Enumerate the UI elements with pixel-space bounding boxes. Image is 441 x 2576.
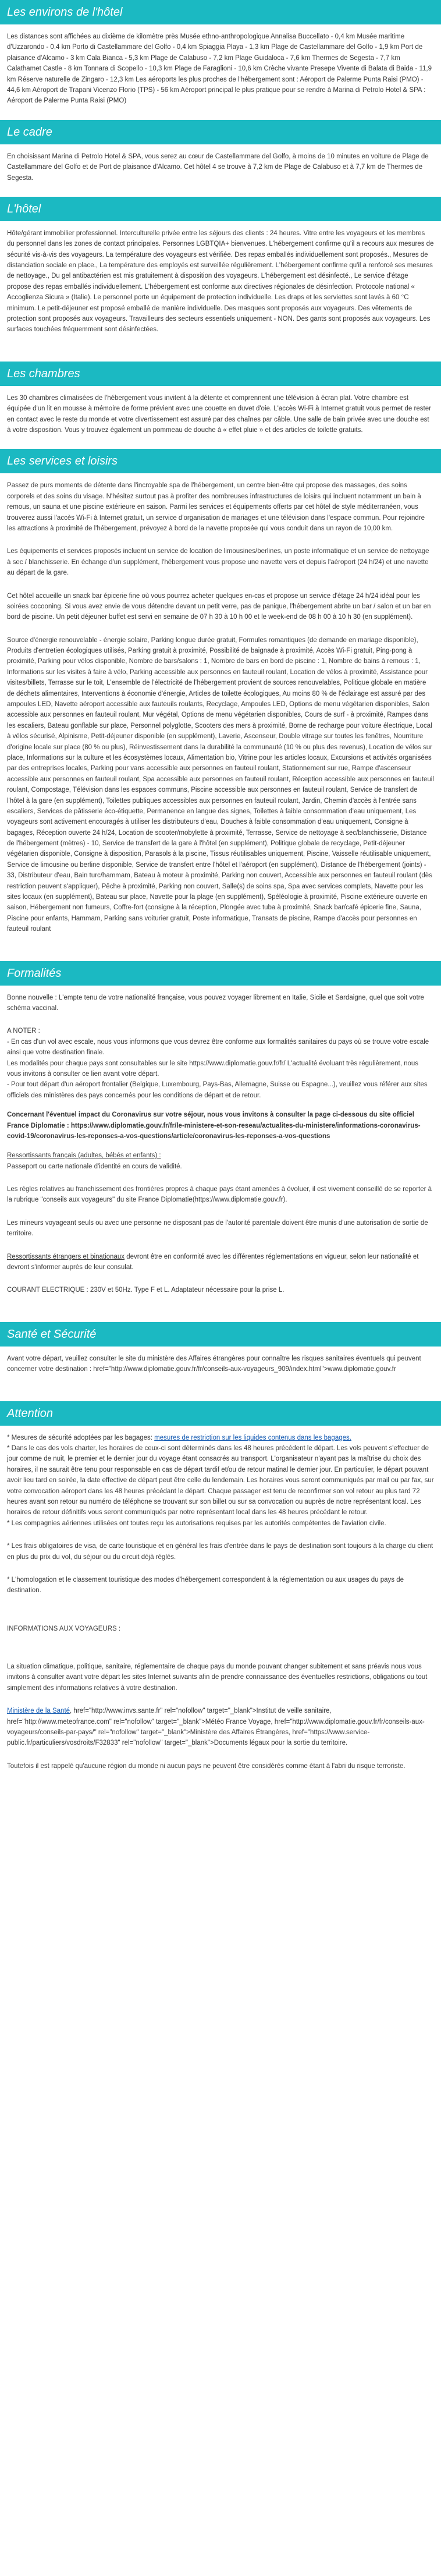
official-links (7, 1706, 434, 1749)
airlines-notice: * Les compagnies aériennes utilisées ont toutes reçu les autorisations requises par les autorités compétentes de l'aviation civile. (7, 1519, 386, 1527)
nationals-text: Passeport ou carte nationale d'identité en cours de validité. (7, 1163, 182, 1170)
section-services (0, 449, 441, 961)
section-title: Formalités (7, 966, 62, 980)
section-header (0, 1322, 441, 1347)
services-paragraph: Les équipements et services proposés incluent un service de location de limousines/berlines, un poste informatique et un service de nettoyage à sec / blanchisserie. En échange d'un supplément, l'hébergement vous propose une navette vers et depuis l'aéroport (24 h/24) et une navette au départ de la gare. (7, 548, 429, 577)
section-chambres (0, 362, 441, 449)
section-hotel (0, 197, 441, 362)
section-title: Attention (7, 1406, 53, 1420)
foreigners-title: Ressortissants étrangers et binationaux (7, 1253, 125, 1260)
section-header (0, 0, 441, 24)
section-header (0, 362, 441, 386)
charter-flights-notice: * Dans le cas des vols charter, les horaires de ceux-ci sont déterminés dans les 48 heures précédent le départ. Les vols peuvent s'effectuer de jour comme de nuit, le premier et le dernier jour du voyage étant consacrés au transport. L'organisateur n'ayant pas la maîtrise du choix des horaires, il ne saurait être tenu pour responsable en cas de départ tardif et/ou de retour matinal le dernier jour. En particulier, le départ pouvant avoir lieu tard en soirée, la date effective de départ peut être celle du lendemain. Les horaires vous seront communiqués par mail ou par fax, sur votre convocation aéroport dans les 48 heures précédant le départ. Chaque passager est tenu de reconfirmer son vol retour au plus tard 72 heures avant son retour au numéro de téléphone se trouvant sur son billet ou sur sa convocation ou auprès de notre représentant local. Les horaires de retour définitifs vous seront communiqués par notre représentant local dans les 48 heures précédant le retour. (7, 1444, 434, 1516)
section-sante (0, 1322, 441, 1401)
section-header (0, 961, 441, 986)
section-title: L'hôtel (7, 202, 41, 215)
section-header (0, 197, 441, 221)
section-header (0, 1401, 441, 1426)
section-formalites (0, 961, 441, 1322)
sante-text: Avant votre départ, veuillez consulter le site du ministère des Affaires étrangères pour connaître les risques sanitaires éventuels qui peuvent concerner votre destination : href="http://www.diplomatie.gouv.fr/fr/conseils-aux-voyageurs_909/index.html">www.diplomatie.gouv.fr (7, 1355, 421, 1373)
section-attention (0, 1401, 441, 1785)
official-links-text: , href="http://www.invs.sante.fr" rel="nofollow" target="_blank">Institut de veille sanitaire, href="http://www.meteofrance.com" rel="nofollow" target="_blank">Météo France Voyage, href="http://www.diplomatie.gouv.fr/fr/conseils-aux-voyageurs/conseils-par-pays/" rel="nofollow" target="_blank">Ministère des Affaires Étrangères, href="https://www.service-public.fr/particuliers/vosdroits/F32833" rel="nofollow" target="_blank">Documents légaux pour la sortie du territoire. (7, 1707, 425, 1747)
chambres-text: Les 30 chambres climatisées de l'hébergement vous invitent à la détente et comprennent une télévision à écran plat. Votre chambre est équipée d'un lit en mousse à mémoire de forme prévient avec une couette en duvet d'oie. L'accès Wi-Fi à Internet gratuit vous permet de rester en contact avec le reste du monde et votre divertissement est assuré par des chaînes par câble. Une salle de bain privée avec une douche est à votre disposition. Vous y trouvez également un pommeau de douche à « effet pluie » et des articles de toilette gratuits. (7, 394, 431, 434)
foreigners-text: devront être en conformité avec les différentes réglementations en vigueur, selon leur nationalité et devront s'informer auprès de leur consulat. (7, 1253, 419, 1271)
fees-notice: * Les frais obligatoires de visa, de carte touristique et en général les frais d'entrée dans le pays de destination sont toujours à la charge du client en plus du prix du vol, du séjour ou du circuit déjà réglés. (7, 1543, 433, 1561)
section-title: Les environs de l'hôtel (7, 6, 123, 19)
services-paragraph: Passez de purs moments de détente dans l'incroyable spa de l'hébergement, un centre bien-être qui propose des massages, des soins corporels et des soins du visage. N'hésitez surtout pas à profiter des nombreuses infrastructures de loisirs qui incluent notamment un bain à remous, un sauna et une piscine extérieure en saison. Parmi les services et équipements offerts par cet hôtel de style méditerranéen, vous trouverez aussi l'accès Wi-Fi à Internet gratuit, un service d'organisation de mariages et une télévision dans l'espace commun. Pour rejoindre les attractions à proximité de l'hébergement, prévoyez à bord de la navette proposée qui vous conduit dans un rayon de 10,00 km. (7, 482, 425, 532)
coronavirus-notice: Concernant l'éventuel impact du Coronavirus sur votre séjour, nous vous invitons à consulter la page ci-dessous du site officiel France Diplomatie : https://www.diplomatie.gouv.fr/fr/le-ministere-et-son-reseau/actualites-du-ministere/informations-coronavirus-covid-19/coronavirus-les-reponses-a-vos-questions/article/coronavirus-les-reponses-a-vos-questions (7, 1111, 421, 1140)
security-measures-lead: * Mesures de sécurité adoptées par les bagages: (7, 1434, 155, 1441)
classification-notice: * L'homologation et le classement touristique des modes d'hébergement correspondent à la réglementation ou aux usages du pays de destination. (7, 1576, 404, 1595)
health-ministry-link[interactable]: Ministère de la Santé (7, 1707, 70, 1715)
electric-current: COURANT ELECTRIQUE : 230V et 50Hz. Type F et L. Adaptateur nécessaire pour la prise L. (7, 1287, 284, 1294)
formalites-rules: Les règles relatives au franchissement des frontières propres à chaque pays étant amenées à évoluer, il est vivement conseillé de se reporter à la rubrique "conseils aux voyageurs" du site France Diplomatie(https://www.diplomatie.gouv.fr). (7, 1186, 432, 1204)
formalites-intro: Bonne nouvelle : L'empte tenu de votre nationalité française, vous pouvez voyager librement en Italie, Sicile et Sardaigne, quel que soit votre schéma vaccinal. (7, 994, 424, 1012)
section-cadre (0, 120, 441, 197)
section-title: Les services et loisirs (7, 455, 118, 468)
section-header (0, 449, 441, 473)
security-measures (7, 1433, 434, 1443)
section-title: Le cadre (7, 125, 52, 139)
formalites-note-line: Les modalités pour chaque pays sont consultables sur le site https://www.diplomatie.gouv.fr/fr/ L'actualité évoluant très régulièrement, nous vous invitons à consulter ce lien avant votre départ. (7, 1060, 419, 1078)
environs-text: Les distances sont affichées au dixième de kilomètre près Musée ethno-anthropologique Annalisa Buccellato - 0,4 km Musée maritime d'Uzzarondo - 0,4 km Porto di Castellammare del Golfo - 0,4 km Spiaggia Playa - 1,3 km Plage de Castellammare del Golfo - 1,9 km Port de plaisance d'Alcamo - 3 km Cala Bianca - 5,3 km Plage de Calabuso - 7,2 km Plage Guidaloca - 7,6 km Thermes de Segesta - 7,7 km Calathamet Castle - 8 km Tonnara di Scopello - 10,3 km Plage de Faraglioni - 10,6 km Crèche vivante Presepe Vivente di Balata di Baida - 11,9 km Réserve naturelle de Zingaro - 12,3 km Les aéroports les plus proches de l'hébergement sont : Aéroport de Palerme Punta Raisi (PMO) - 44,6 km Aéroport de Trapani Vicenzo Florio (TPS) - 56 km Aéroport principal le plus pratique pour se rendre à Marina di Petrolo Hotel & SPA : Aéroport de Palerme Punta Raisi (PMO) (7, 33, 432, 105)
formalites-note-line: - En cas d'un vol avec escale, nous vous informons que vous devrez être conforme aux formalités sanitaires du pays où se trouve votre escale ainsi que votre destination finale. (7, 1038, 429, 1057)
formalites-note-title: A NOTER : (7, 1027, 40, 1035)
travellers-info-text: La situation climatique, politique, sanitaire, réglementaire de chaque pays du monde pouvant changer subitement et sans préavis nous vous invitons à consulter avant votre départ les sites Internet suivants afin de prendre connaissance des éventuelles restrictions, obligations ou tout simplement des informations relatives à votre destination. (7, 1663, 428, 1692)
formalites-foreigners (7, 1252, 434, 1273)
travellers-info-title: INFORMATIONS AUX VOYAGEURS : (7, 1625, 121, 1632)
hotel-text: Hôte/gérant immobilier professionnel. Interculturelle privée entre les séjours des clients : 24 heures. Vitre entre les voyageurs et les membres du personnel dans les zones de contact principales. Personnes LGBTQIA+ bienvenues. L'hébergement confirme qu'il a recours aux mesures de sécurité vis-à-vis des voyageurs. La température des voyageurs est vérifiée. Des repas emballés individuellement sont proposés., Mesures de distanciation sociale en place., La température des employés est surveillée régulièrement. L'hébergement confirme qu'il a renforcé ses mesures de nettoyage., Du gel antibactérien est mis gratuitement à disposition des voyageurs. L'hébergement est désinfecté., Le service d'étage propose des repas emballés individuellement. L'hébergement est conforme aux directives régionales de désinfection. Protocole national « Accoglienza Sicura » (Italie). Le personnel porte un équipement de protection individuelle. Les draps et les serviettes sont lavés à 60 °C minimum. Le petit-déjeuner est proposé emballé de manière individuelle. Des masques sont proposés aux voyageurs. Des vêtements de protection sont proposés aux voyageurs. Travailleurs des secteurs essentiels uniquement - NON. Des gants sont proposés aux voyageurs. Les surfaces touchées fréquemment sont désinfectées. (7, 229, 434, 334)
services-amenities-list: Source d'énergie renouvelable - énergie solaire, Parking longue durée gratuit, Formules romantiques (de demande en mariage disponible), Produits d'entretien écologiques utilisés, Parking gratuit à proximité, Possibilité de baignade à proximité, Accès Wi-Fi gratuit, Ping-pong à proximité, Parking pour vélos disponible, Nombre de bars/salons : 1, Nombre de bars en bord de piscine : 1, Nombre de bains à remous : 1, Informations sur les visites à faire à vélo, Parking accessible aux personnes en fauteuil roulant, Location de vélos à proximité, Assistance pour visites/billets, Terrasse sur le toit, L'ensemble de l'électricité de l'hébergement provient de sources renouvelables, Politique globale en matière de déchets alimentaires, Interventions à économie d'énergie, Articles de toilette écologiques, Au moins 80 % de l'éclairage est assuré par des ampoules LED, Navette aéroport accessible aux fauteuils roulants, Recyclage, Ampoules LED, Options de menu végétarien disponibles, Salon accessible aux personnes en fauteuil roulant, Mur végétal, Options de menu végétarien disponibles, Cours de surf - à proximité, Rampes dans les escaliers, Bateau gonflable sur place, Personnel polyglotte, Scooters des mers à proximité, Borne de recharge pour voiture électrique, Local à vélos sécurisé, Alpinisme, Petit-déjeuner disponible (en supplément), Laverie, Ascenseur, Double vitrage sur toutes les fenêtres, Nourriture d'origine locale sur place (80 % ou plus), Réinvestissement dans la durabilité la communauté (10 % ou plus des revenus), Location de vélos sur place, Informations sur la culture et les écosystèmes locaux, Alimentation bio, Vitrine pour les articles locaux, Excursions et activités organisées par des entreprises locales, Parking pour vans accessible aux personnes en fauteuil roulant, Stationnement sur rue, Rampe d'ascenseur accessible aux personnes en fauteuil roulant, Spa accessible aux personnes en fauteuil roulant, Réception accessible aux personnes en fauteuil roulant, Compostage, Télévision dans les espaces communs, Piscine accessible aux personnes en fauteuil roulant, Service de transfert de l'hôtel à la gare (en supplément), Toilettes publiques accessibles aux personnes en fauteuil roulant, Jardin, Chemin d'accès à l'entrée sans escaliers, Services de pâtisserie éco-étiquette, Permanence en langue des signes, Toilettes à faible consommation d'eau uniquement, Les voyageurs sont activement encouragés à utiliser les distributeurs d'eau, Douches à faible consommation d'eau uniquement, Consigne à bagages, Réception ouverte 24 h/24, Location de scooter/mobylette à proximité, Terrasse, Service de nettoyage à sec/blanchisserie, Distance de l'hébergement (mètres) - 10, Service de transfert de la gare à l'hôtel (en supplément), Politique globale de recyclage, Petit-déjeuner végétarien disponible, Consigne à disposition, Parasols à la piscine, Tissus réutilisables uniquement, Piscine, Vaisselle réutilisable uniquement, Service de limousine ou berline disponible, Service de transfert entre l'hôtel et l'aéroport (en supplément), Distance de l'hébergement (joints) - 33, Distributeur d'eau, Bain turc/hammam, Bateau à moteur à proximité, Parking non couvert, Accessible aux personnes en fauteuil roulant (dès restriction peuvent s'appliquer), Pêche à proximité, Parking non couvert, Salle(s) de soins spa, Spa avec services complets, Navette pour les sites locaux (en supplément), Bateau sur place, Navette pour la plage (en supplément), Spéléologie à proximité, Piscine extérieure ouverte en saison, Hébergement non fumeurs, Coffre-fort (consigne à la réception, Plongée avec tuba à proximité, Snack bar/café épicerie fine, Sauna, Piscine pour enfants, Hammam, Parking sans voiturier gratuit, Poste informatique, Transats de piscine, Rampe d'accès pour personnes en fauteuil roulant (7, 636, 434, 933)
section-title: Les chambres (7, 367, 80, 380)
terrorism-notice: Toutefois il est rappelé qu'aucune région du monde ni aucun pays ne peuvent être considérés comme étant à l'abri du risque terroriste. (7, 1762, 406, 1770)
nationals-title: Ressortissants français (adultes, bébés et enfants) : (7, 1152, 161, 1160)
section-title: Santé et Sécurité (7, 1327, 97, 1341)
section-environs (0, 0, 441, 120)
cadre-text: En choisissant Marina di Petrolo Hotel & SPA, vous serez au cœur de Castellammare del Golfo, à moins de 10 minutes en voiture de Plage de Castellammare del Golfo et de Port de plaisance d'Alcamo. Cet hôtel 4 se trouve à 7,2 km de Plage de Calabuso et à 7,7 km de Thermes de Segesta. (7, 153, 429, 182)
formalites-note-line: - Pour tout départ d'un aéroport frontalier (Belgique, Luxembourg, Pays-Bas, Allemagne, Suisse ou Espagne...), veuillez vous référer aux sites officiels des ministères des pays concernés pour les conditions de départ et de retour. (7, 1081, 428, 1099)
services-paragraph: Cet hôtel accueille un snack bar épicerie fine où vous pourrez acheter quelques en-cas et propose un service d'étage 24 h/24 idéal pour les soirées cocooning. Si vous avez envie de vous détendre devant un petit verre, pas de panique, l'hébergement abrite un bar / salon et un bar en bord de piscine. Un petit déjeuner buffet est servi en semaine de 07 h 30 à 10 h 00 et le week-end de 08 h 00 à 10 h 30 (en supplément). (7, 592, 431, 621)
formalites-minors: Les mineurs voyageant seuls ou avec une personne ne disposant pas de l'autorité parentale doivent être munis d'une autorisation de sortie de territoire. (7, 1219, 428, 1238)
liquids-restriction-link[interactable]: mesures de restriction sur les liquides contenus dans les bagages. (154, 1434, 351, 1441)
section-header (0, 120, 441, 144)
